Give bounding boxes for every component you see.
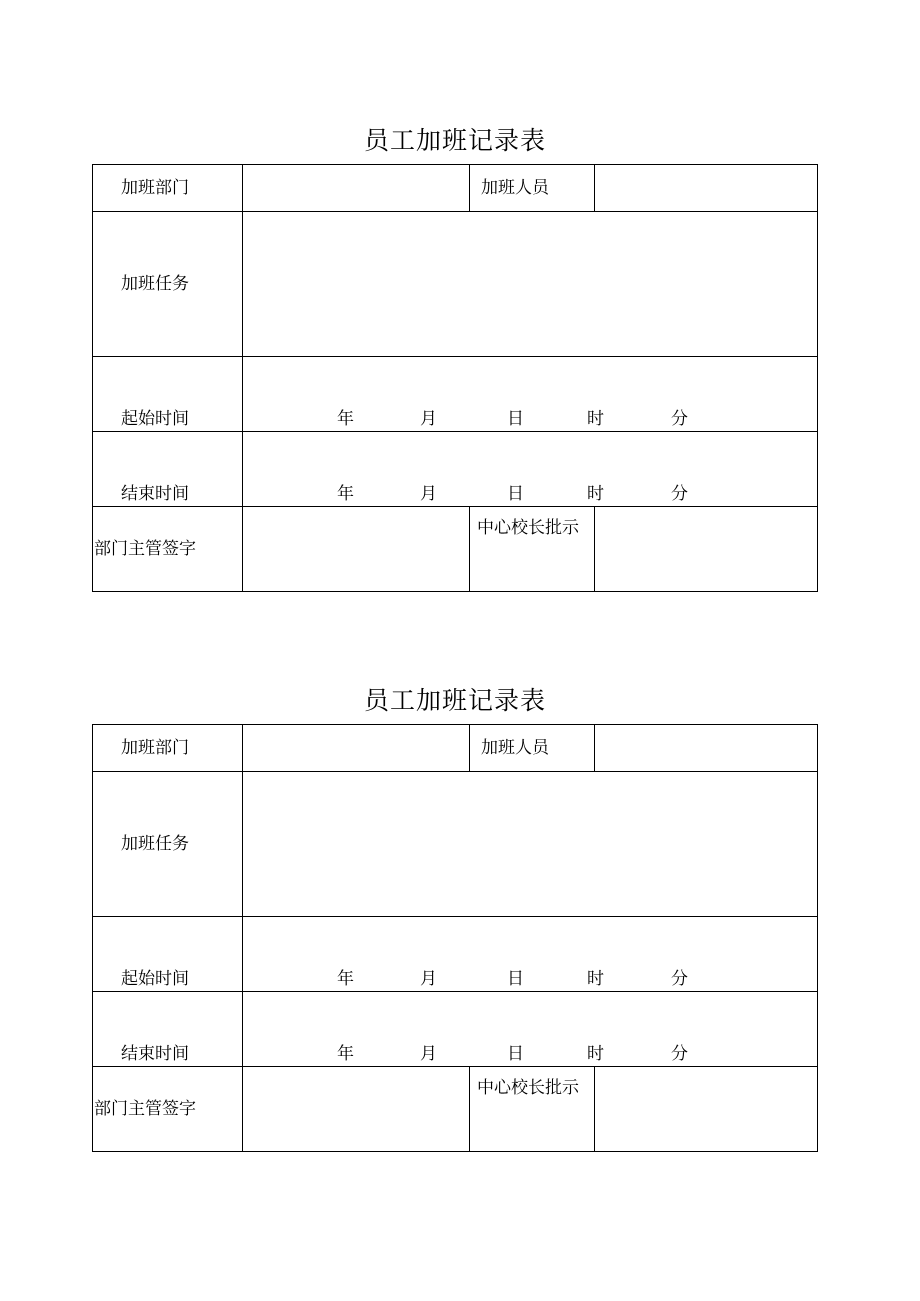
year-unit: 年 <box>337 484 354 504</box>
task-field[interactable] <box>243 212 818 357</box>
year-unit: 年 <box>337 1044 354 1064</box>
form-title: 员工加班记录表 <box>363 686 546 715</box>
hour-unit: 时 <box>587 1044 604 1064</box>
task-row <box>93 212 818 357</box>
supervisor-signature-label: 部门主管签字 <box>93 507 243 592</box>
supervisor-signature-label: 部门主管签字 <box>93 1067 243 1152</box>
start-time-field[interactable] <box>243 917 818 992</box>
month-unit: 月 <box>420 484 437 504</box>
department-staff-row <box>93 165 818 212</box>
overtime-record-table <box>92 724 818 1152</box>
year-unit: 年 <box>337 969 354 989</box>
end-time-row <box>93 992 818 1067</box>
day-unit: 日 <box>507 484 524 504</box>
principal-approval-label: 中心校长批示 <box>470 507 595 592</box>
minute-unit: 分 <box>671 1044 688 1064</box>
day-unit: 日 <box>507 409 524 429</box>
form-title: 员工加班记录表 <box>363 126 546 155</box>
signature-row <box>93 507 818 592</box>
supervisor-signature-field[interactable] <box>243 1067 470 1152</box>
overtime-record-table <box>92 164 818 592</box>
department-staff-row <box>93 725 818 772</box>
department-field[interactable] <box>243 165 470 212</box>
start-time-label: 起始时间 <box>93 917 243 992</box>
hour-unit: 时 <box>587 969 604 989</box>
hour-unit: 时 <box>587 409 604 429</box>
end-time-field[interactable] <box>243 992 818 1067</box>
month-unit: 月 <box>420 1044 437 1064</box>
task-label: 加班任务 <box>93 772 243 917</box>
staff-label: 加班人员 <box>470 725 595 772</box>
staff-field[interactable] <box>595 725 818 772</box>
day-unit: 日 <box>507 1044 524 1064</box>
task-row <box>93 772 818 917</box>
start-time-row <box>93 357 818 432</box>
end-time-field[interactable] <box>243 432 818 507</box>
end-time-label: 结束时间 <box>93 432 243 507</box>
minute-unit: 分 <box>671 484 688 504</box>
start-time-field[interactable] <box>243 357 818 432</box>
start-time-label: 起始时间 <box>93 357 243 432</box>
staff-field[interactable] <box>595 165 818 212</box>
task-field[interactable] <box>243 772 818 917</box>
principal-approval-field[interactable] <box>595 507 818 592</box>
end-time-label: 结束时间 <box>93 992 243 1067</box>
end-time-row <box>93 432 818 507</box>
department-label: 加班部门 <box>93 165 243 212</box>
task-label: 加班任务 <box>93 212 243 357</box>
minute-unit: 分 <box>671 409 688 429</box>
day-unit: 日 <box>507 969 524 989</box>
signature-row <box>93 1067 818 1152</box>
month-unit: 月 <box>420 409 437 429</box>
year-unit: 年 <box>337 409 354 429</box>
start-time-row <box>93 917 818 992</box>
department-field[interactable] <box>243 725 470 772</box>
supervisor-signature-field[interactable] <box>243 507 470 592</box>
department-label: 加班部门 <box>93 725 243 772</box>
principal-approval-field[interactable] <box>595 1067 818 1152</box>
principal-approval-label: 中心校长批示 <box>470 1067 595 1152</box>
month-unit: 月 <box>420 969 437 989</box>
minute-unit: 分 <box>671 969 688 989</box>
staff-label: 加班人员 <box>470 165 595 212</box>
hour-unit: 时 <box>587 484 604 504</box>
